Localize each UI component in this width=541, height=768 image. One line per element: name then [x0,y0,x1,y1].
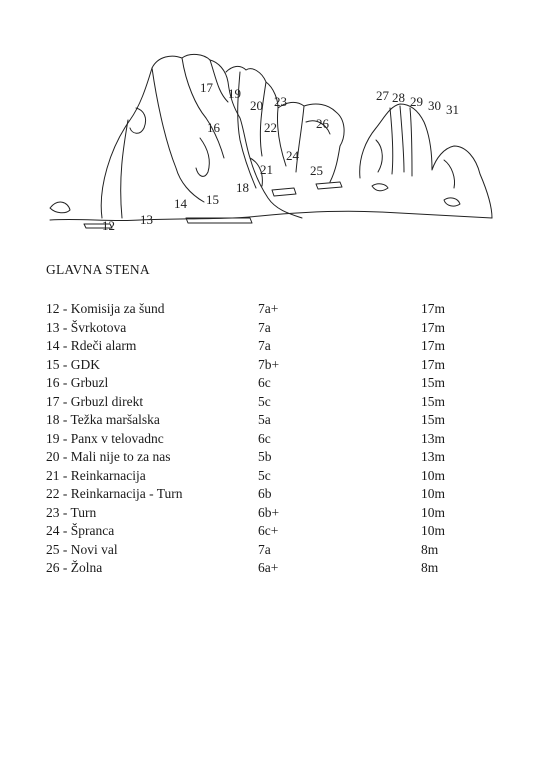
route-length: 8m [421,560,439,575]
route-grade: 7a [258,319,271,335]
route-name: 14 - Rdeči alarm [46,338,137,353]
route-grade: 6a+ [258,560,279,575]
rock-outline-main [101,54,302,218]
route-length: 15m [421,412,446,427]
route-grade: 6b+ [258,504,280,520]
route-row [46,448,486,467]
route-row [46,393,486,412]
route-label-26: 26 [316,116,329,131]
route-label-23: 23 [274,94,287,109]
route-length: 15m [421,375,446,390]
route-length: 10m [421,486,446,501]
route-row [46,522,486,541]
route-name: 21 - Reinkarnacija [46,467,146,483]
route-name: 13 - Švrkotova [46,319,127,335]
route-row [46,430,486,449]
route-label-17: 17 [200,80,213,95]
route-grade: 5b [258,449,272,464]
route-name: 26 - Žolna [46,560,103,575]
route-name: 18 - Težka maršalska [46,412,160,427]
route-label-14: 14 [174,196,187,211]
route-length: 13m [421,449,446,464]
route-name: 17 - Grbuzl direkt [46,393,144,409]
route-grade: 7a [258,338,271,353]
route-length: 8m [421,541,439,557]
route-grade: 5a [258,412,271,427]
route-length: 17m [421,319,446,335]
route-row [46,559,486,578]
route-grade: 5c [258,467,271,483]
route-label-24: 24 [286,148,299,163]
route-label-31: 31 [446,102,459,117]
route-row [46,485,486,504]
route-length: 10m [421,504,446,520]
route-length: 17m [421,338,446,353]
route-grade: 7b+ [258,356,280,372]
route-label-25: 25 [310,163,323,178]
route-name: 25 - Novi val [46,541,118,557]
route-label-20: 20 [250,98,263,113]
route-label-13: 13 [140,212,153,227]
route-label-18: 18 [236,180,249,195]
route-name: 23 - Turn [46,504,97,520]
route-label-28: 28 [392,90,405,105]
route-grade: 6c+ [258,523,279,538]
route-row [46,300,486,319]
route-label-21: 21 [260,162,273,177]
route-row [46,467,486,486]
route-length: 17m [421,356,446,372]
route-name: 24 - Špranca [46,523,115,538]
route-row [46,541,486,560]
route-row [46,374,486,393]
route-label-12: 12 [102,218,115,233]
route-label-22: 22 [264,120,277,135]
rock-outline-right [360,104,492,218]
section-title: GLAVNA STENA [46,262,150,277]
route-grade: 6c [258,375,271,390]
route-grade: 6b [258,486,272,501]
route-length: 10m [421,523,446,538]
route-label-29: 29 [410,94,423,109]
route-name: 22 - Reinkarnacija - Turn [46,486,183,501]
crag-topo-drawing [40,48,500,238]
route-length: 13m [421,430,446,446]
route-label-27: 27 [376,88,389,103]
route-length: 15m [421,393,446,409]
ground-line [50,211,492,220]
route-name: 12 - Komisija za šund [46,301,165,316]
route-length: 10m [421,467,446,483]
route-row [46,337,486,356]
route-name: 16 - Grbuzl [46,375,109,390]
route-row [46,319,486,338]
route-label-15: 15 [206,192,219,207]
route-name: 19 - Panx v telovadnc [46,430,164,446]
route-length: 17m [421,301,446,316]
route-grade: 5c [258,393,271,409]
route-row [46,411,486,430]
route-grade: 6c [258,430,271,446]
route-name: 15 - GDK [46,356,100,372]
route-grade: 7a [258,541,271,557]
route-label-19: 19 [228,86,241,101]
route-row [46,356,486,375]
route-label-30: 30 [428,98,441,113]
route-grade: 7a+ [258,301,279,316]
route-list [46,300,486,578]
route-name: 20 - Mali nije to za nas [46,449,171,464]
route-row [46,504,486,523]
route-label-16: 16 [207,120,220,135]
